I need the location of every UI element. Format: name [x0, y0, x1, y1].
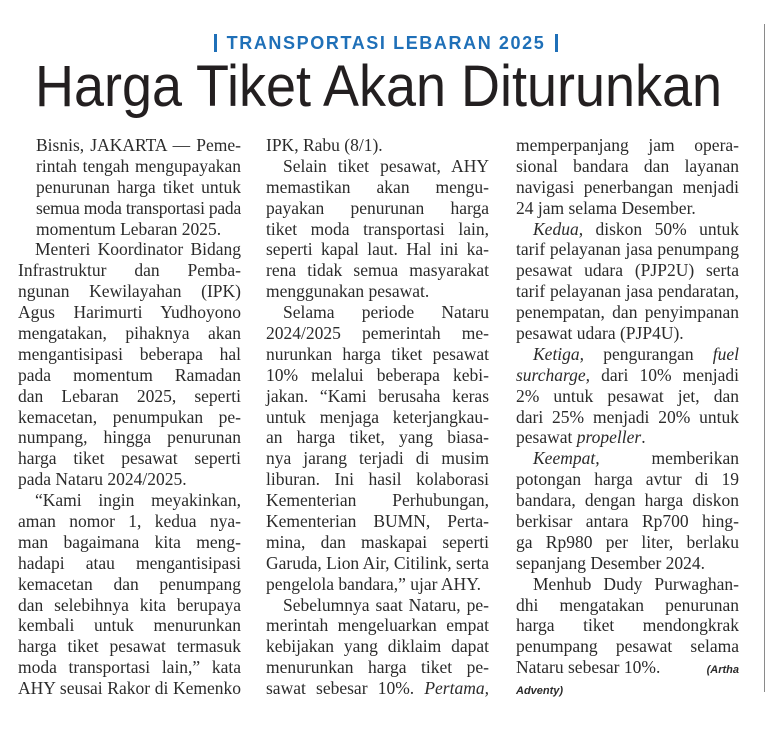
line-text: “Kami ingin meyakinkan, — [35, 490, 241, 511]
article-line — [18, 657, 241, 678]
article-line — [516, 407, 739, 428]
article-line — [516, 156, 739, 177]
article-line — [266, 344, 489, 365]
line-text — [516, 657, 739, 677]
line-text: Selain tiket pesawat, AHY — [283, 155, 489, 176]
article-line — [516, 344, 739, 365]
article-line — [266, 615, 489, 636]
article-line — [516, 511, 739, 532]
line-text: aman nomor 1, kedua nya- — [18, 511, 241, 532]
text-run: . — [641, 427, 646, 448]
line-text: man bagaimana kita meng- — [18, 531, 241, 552]
line-text: Infrastruktur dan Pemba- — [18, 260, 241, 281]
article-line — [18, 239, 241, 260]
article-line — [18, 156, 241, 177]
article-line — [266, 427, 489, 448]
article-line — [516, 219, 739, 240]
article-line — [516, 427, 739, 448]
article-line — [516, 386, 739, 407]
article-line — [18, 574, 241, 595]
line-text: Bisnis, JAKARTA — Peme- — [36, 135, 241, 155]
article-line — [516, 595, 739, 616]
line-text: pengelola bandara,” ujar AHY. — [266, 573, 481, 594]
column-rule — [764, 24, 765, 692]
emphasis-text: propeller — [576, 427, 642, 448]
text-run: dari 10% menjadi — [590, 364, 739, 385]
article-line — [516, 469, 739, 490]
article-line — [516, 678, 739, 699]
article-line — [516, 553, 739, 574]
article-line — [18, 427, 241, 448]
line-text: tarif pelayanan jasa pendaratan, — [516, 281, 739, 302]
line-text: dhi mengatakan penurunan — [516, 594, 739, 615]
article-column-3 — [516, 135, 739, 699]
article-line — [266, 239, 489, 260]
article-line — [516, 490, 739, 511]
line-text: pada momentum Ramadan — [18, 364, 241, 385]
article-line — [18, 448, 241, 469]
line-text: menurunkan harga tiket pe- — [266, 657, 489, 678]
line-text: pada Nataru 2024/2025. — [18, 469, 187, 490]
article-line — [266, 198, 489, 219]
line-text: mina, dan maskapai seperti — [266, 531, 489, 552]
line-text: potongan harga avtur di 19 — [516, 469, 739, 490]
article-line — [18, 135, 241, 156]
article-line — [516, 302, 739, 323]
emphasis-text: fuel — [712, 343, 739, 364]
line-text: nurunkan harga tiket pesawat — [266, 343, 489, 364]
article-line — [266, 574, 489, 595]
article-line — [266, 281, 489, 302]
section-kicker — [0, 31, 772, 55]
line-text: IPK, Rabu (8/1). — [266, 135, 383, 155]
article-line — [266, 595, 489, 616]
article-line — [516, 323, 739, 344]
line-text: sepanjang Desember 2024. — [516, 552, 706, 573]
article-line — [516, 574, 739, 595]
line-text: momentum Lebaran 2025. — [36, 218, 222, 239]
line-text: 2% untuk pesawat jet, dan — [516, 385, 739, 406]
article-line — [516, 135, 739, 156]
article-line — [18, 386, 241, 407]
kicker-label: TRANSPORTASI LEBARAN 2025 — [226, 33, 546, 53]
headline-text: Harga Tiket Akan Diturunkan — [35, 54, 722, 119]
line-text: mengantisipasi beberapa hal — [18, 343, 241, 364]
line-text: penempatan, dan penyimpanan — [516, 302, 739, 323]
line-text: memperpanjang jam opera- — [516, 135, 739, 155]
line-text: memastikan akan mengu- — [266, 176, 489, 197]
line-text: menggunakan pesawat. — [266, 281, 430, 302]
article-line — [266, 407, 489, 428]
emphasis-text: Pertama, — [424, 678, 489, 699]
line-text: Kementerian Perhubungan, — [266, 490, 489, 511]
line-text: bandara, dengan harga diskon — [516, 490, 739, 511]
article-line — [18, 198, 241, 219]
article-line — [18, 678, 241, 699]
line-text: nya jarang terjadi di musim — [266, 448, 489, 469]
article-line — [18, 281, 241, 302]
article-line — [266, 511, 489, 532]
line-text — [516, 427, 646, 447]
article-line — [18, 595, 241, 616]
article-line — [18, 323, 241, 344]
article-line — [18, 344, 241, 365]
article-line — [266, 260, 489, 281]
line-text: 24 jam selama Desember. — [516, 197, 696, 218]
line-text: Sebelumnya saat Nataru, pe- — [283, 594, 489, 615]
line-text: Agus Harimurti Yudhoyono — [18, 302, 241, 323]
byline: (Artha — [706, 664, 739, 677]
line-text: 10% melalui beberapa kebi- — [266, 364, 489, 385]
article-line — [266, 678, 489, 699]
text-run: diskon 50% untuk — [583, 218, 739, 239]
line-text: tiket moda transportasi lain, — [266, 218, 489, 239]
emphasis-text: Ketiga, — [533, 343, 585, 364]
article-line — [266, 365, 489, 386]
article-line — [18, 532, 241, 553]
article-line — [266, 323, 489, 344]
article-column-2 — [266, 135, 489, 699]
line-text: dari 25% menjadi 20% untuk — [516, 406, 739, 427]
line-text: hadapi atau mengantisipasi — [18, 552, 241, 573]
line-text: kemacetan dan penumpang — [18, 573, 241, 594]
line-text: an harga tiket, yang biasa- — [266, 427, 489, 448]
kicker-bar-right — [555, 34, 558, 52]
emphasis-text: Keempat, — [533, 448, 600, 469]
line-text: numpang, hingga penurunan — [18, 427, 241, 448]
text-run: pesawat — [516, 427, 577, 448]
article-line — [266, 386, 489, 407]
line-text: moda transportasi lain,” kata — [18, 657, 241, 678]
line-text: kemacetan, penumpukan pe- — [18, 406, 241, 427]
line-text: liburan. Ini hasil kolaborasi — [266, 469, 489, 490]
article-line — [18, 636, 241, 657]
line-text: navigasi penerbangan menjadi — [516, 176, 739, 197]
line-text: AHY seusai Rakor di Kemenko — [18, 678, 241, 699]
line-text: tarif pelayanan jasa penumpang — [516, 239, 739, 260]
line-text: harga tiket pesawat seperti — [18, 448, 241, 469]
line-text: Kementerian BUMN, Perta- — [266, 511, 489, 532]
text-run: pengurangan — [584, 343, 713, 364]
line-text: jakan. “Kami berusaha keras — [266, 385, 489, 406]
article-line — [18, 490, 241, 511]
line-text: pesawat udara (PJP4U). — [516, 323, 684, 344]
article-line — [18, 615, 241, 636]
line-text: harga tiket mendongkrak — [516, 615, 739, 636]
article-line — [266, 636, 489, 657]
headline — [35, 55, 735, 119]
article-line — [266, 135, 489, 156]
article-line — [266, 448, 489, 469]
article-line — [516, 657, 739, 678]
article-line — [18, 302, 241, 323]
line-text: kembali untuk menurunkan — [18, 615, 241, 636]
article-line — [266, 177, 489, 198]
text-run: sawat sebesar 10%. — [266, 678, 425, 699]
text-run: memberikan — [599, 448, 739, 469]
article-line — [266, 490, 489, 511]
article-line — [516, 177, 739, 198]
article-line — [516, 615, 739, 636]
line-text: rintah tengah mengupayakan — [36, 155, 241, 176]
article-line — [266, 469, 489, 490]
line-text: dan Lebaran 2025, seperti — [18, 385, 241, 406]
line-text: seperti kapal laut. Hal ini ka- — [266, 239, 489, 260]
article-line — [18, 469, 241, 490]
article-line — [516, 636, 739, 657]
line-text: payakan penurunan harga — [266, 197, 489, 218]
line-text: ngunan Kewilayahan (IPK) — [18, 281, 241, 302]
article-line — [516, 532, 739, 553]
line-text: merintah mengeluarkan empat — [266, 615, 489, 636]
line-text — [533, 448, 739, 468]
emphasis-text: surcharge, — [516, 364, 591, 385]
line-text — [266, 678, 489, 698]
emphasis-text: Kedua, — [533, 218, 584, 239]
article-column-1 — [18, 135, 241, 699]
article-line — [18, 553, 241, 574]
article-line — [266, 532, 489, 553]
line-text: dan selebihnya kita berupaya — [18, 594, 241, 615]
line-text: rena tidak semua masyarakat — [266, 260, 489, 281]
article-line — [516, 448, 739, 469]
line-text — [516, 365, 739, 385]
line-text: berkisar antara Rp700 hing- — [516, 511, 739, 532]
line-text: ga Rp980 per liter, berlaku — [516, 531, 739, 552]
article-line — [266, 302, 489, 323]
article-line — [266, 553, 489, 574]
kicker-bar-left — [214, 34, 217, 52]
line-text: sional bandara dan layanan — [516, 155, 739, 176]
text-run: Nataru sebesar 10%. — [516, 657, 665, 678]
article-line — [18, 219, 241, 240]
line-text: penurunan harga tiket untuk — [36, 176, 241, 197]
article-line — [18, 407, 241, 428]
article-line — [516, 260, 739, 281]
article-line — [18, 365, 241, 386]
article-line — [266, 219, 489, 240]
article-line — [18, 511, 241, 532]
line-text: Menhub Dudy Purwaghan- — [533, 573, 739, 594]
article-line — [516, 365, 739, 386]
line-text: penumpang pesawat selama — [516, 636, 739, 657]
line-text: mengatakan, pihaknya akan — [18, 323, 241, 344]
line-text: 2024/2025 pemerintah me- — [266, 323, 489, 344]
line-text — [516, 678, 563, 698]
article-line — [266, 657, 489, 678]
article-line — [18, 260, 241, 281]
article-line — [266, 156, 489, 177]
line-text: untuk menjaga keterjangkau- — [266, 406, 489, 427]
line-text: harga tiket pesawat termasuk — [18, 636, 241, 657]
article-line — [516, 281, 739, 302]
article-line — [516, 239, 739, 260]
article-line — [516, 198, 739, 219]
line-text — [533, 344, 739, 364]
article-line — [18, 177, 241, 198]
line-text: pesawat udara (PJP2U) serta — [516, 260, 739, 281]
line-text — [533, 219, 739, 239]
byline: Adventy) — [516, 685, 564, 698]
line-text: kebijakan yang diklaim dapat — [266, 636, 489, 657]
line-text: Menteri Koordinator Bidang — [35, 239, 241, 260]
line-text: Selama periode Nataru — [283, 302, 489, 323]
line-text: Garuda, Lion Air, Citilink, serta — [266, 552, 489, 573]
line-text: semua moda transportasi pada — [36, 197, 241, 218]
